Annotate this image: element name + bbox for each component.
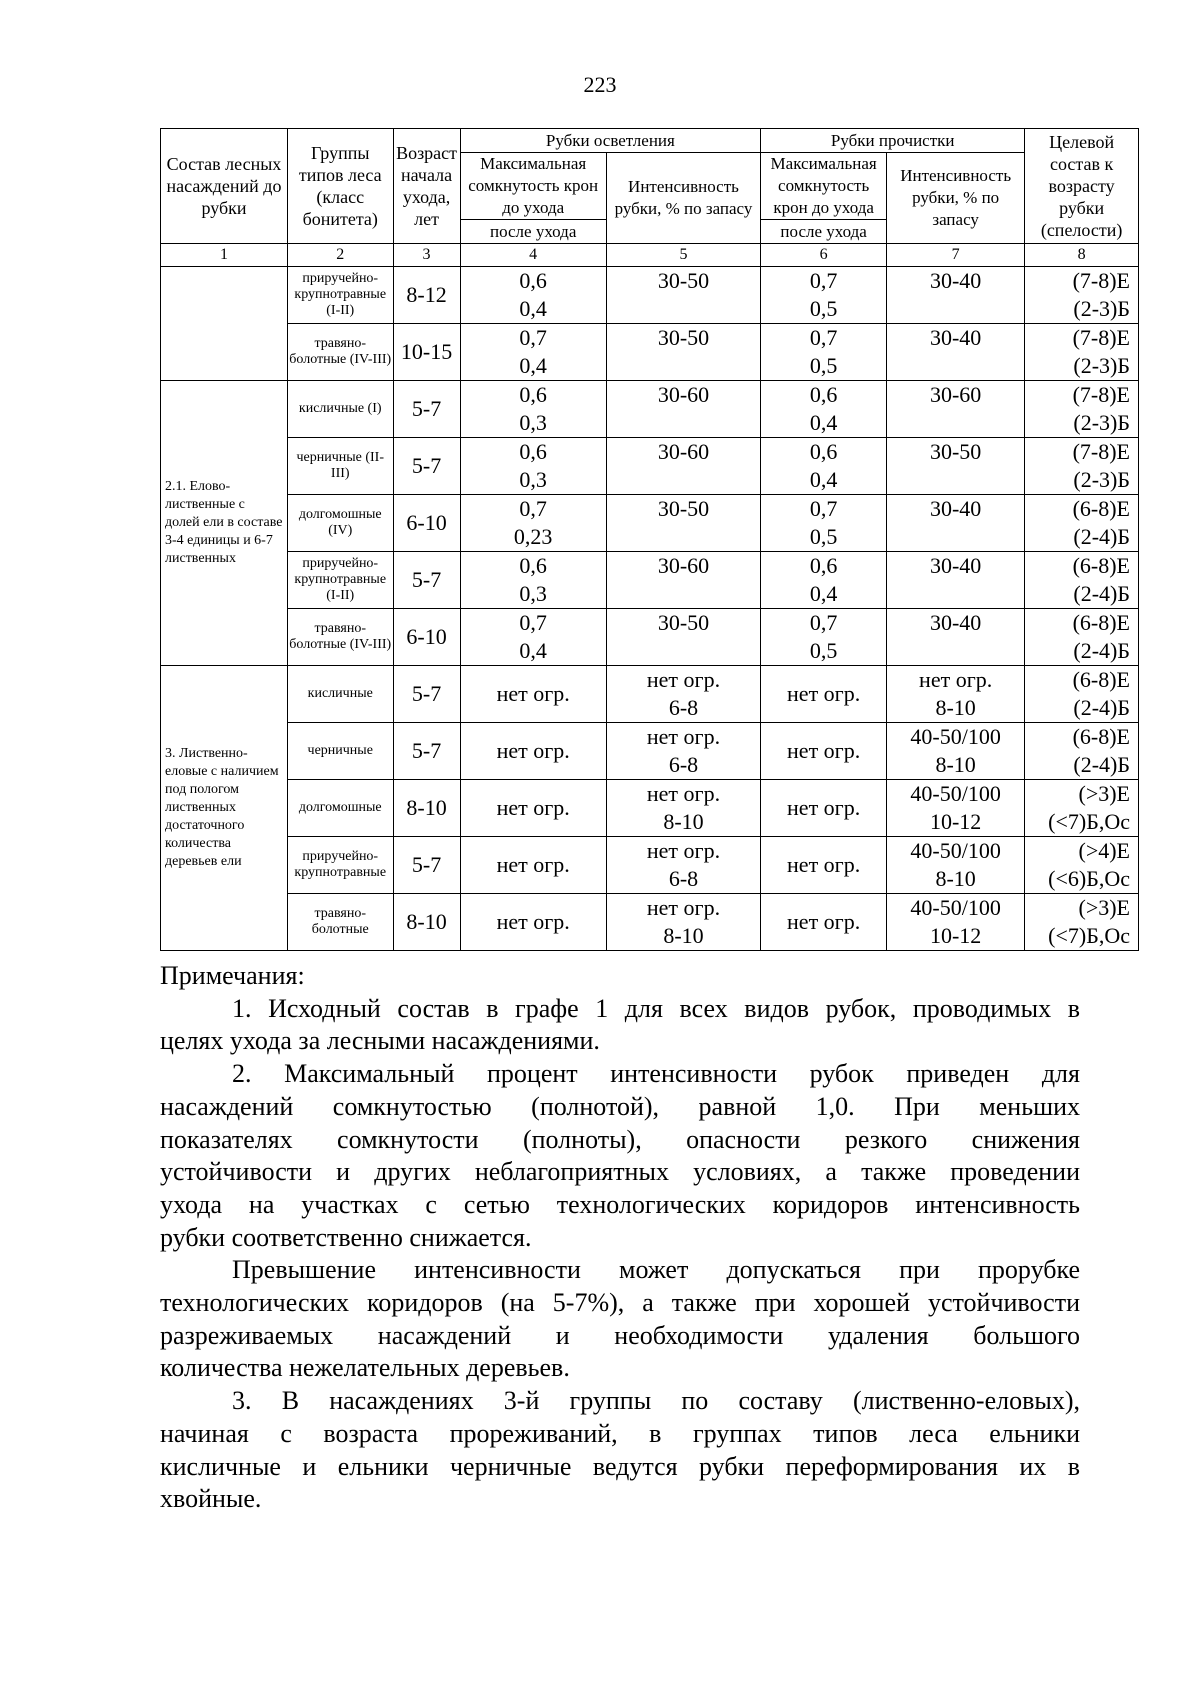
cell-line: 0,4 (809, 467, 838, 492)
cell-line: нет огр. (646, 667, 721, 692)
page-number: 223 (583, 72, 617, 97)
cell-line: (6-8)Е (1072, 724, 1130, 749)
note-line: кисличные и ельники черничные ведутся рубки переформирования их в (160, 1451, 1080, 1481)
header-lightening: Рубки осветления (460, 129, 761, 153)
table-row (161, 723, 1139, 780)
start-age: 6-10 (393, 609, 460, 666)
cell-line: 30-40 (929, 610, 982, 635)
closeness-cleaning (761, 894, 887, 951)
intensity-cleaning (887, 837, 1025, 894)
cell-line: (2-3)Б (1073, 467, 1130, 492)
cell-line: (<7)Б,Ос (1048, 809, 1130, 834)
note-line: ухода на участках с сетью технологических коридоров интенсивность (160, 1189, 1080, 1219)
cell-line: 0,7 (519, 496, 547, 521)
cell-line: 0,5 (809, 353, 838, 378)
cell-line: (6-8)Е (1072, 610, 1130, 635)
cell-line: (6-8)Е (1072, 553, 1130, 578)
closeness-cleaning (761, 666, 887, 723)
column-number: 1 (161, 244, 288, 267)
cell-line: (>3)Е (1078, 895, 1130, 920)
intensity-lightening (606, 837, 760, 894)
intensity-cleaning (887, 324, 1025, 381)
column-number: 5 (606, 244, 760, 267)
cell-line: 0,6 (519, 553, 547, 578)
note-line: 2. Максимальный процент интенсивности рубок приведен для (232, 1059, 1080, 1089)
cell-line: 0,5 (809, 638, 838, 663)
cell-line: 0,7 (809, 268, 838, 293)
intensity-cleaning (887, 495, 1025, 552)
cell-line: (7-8)Е (1072, 439, 1130, 464)
header-start-age: Возраст начала ухода, лет (393, 129, 460, 244)
note-paragraph-4 (160, 1385, 1080, 1516)
cell-line: 40-50/100 (910, 724, 1001, 749)
intensity-cleaning (887, 552, 1025, 609)
table-row (161, 666, 1139, 723)
closeness-lightening (460, 267, 606, 324)
intensity-lightening (606, 324, 760, 381)
closeness-cleaning (761, 324, 887, 381)
intensity-lightening (606, 780, 760, 837)
note-line: разреживаемых насаждений и необходимости удаления большого (160, 1320, 1080, 1350)
header-forest-groups: Группы типов леса (класс бонитета) (287, 129, 393, 244)
forest-type: приручейно-крупнотравные (287, 837, 393, 894)
start-age: 5-7 (393, 552, 460, 609)
cell-line: 6-8 (668, 866, 699, 891)
cell-line: 0,7 (519, 325, 547, 350)
closeness-lightening (460, 438, 606, 495)
cell-line: 30-60 (657, 553, 710, 578)
table-row (161, 267, 1139, 324)
cell-line: 30-50 (657, 325, 710, 350)
cell-line: 40-50/100 (910, 895, 1001, 920)
cell-line: 30-50 (929, 439, 982, 464)
column-number: 3 (393, 244, 460, 267)
cell-line: 0,3 (519, 410, 547, 435)
cell-line: 10-12 (929, 809, 982, 834)
header-target: Целевой состав к возрасту рубки (спелости) (1025, 129, 1139, 244)
cell-line: 0,4 (809, 581, 838, 606)
start-age: 5-7 (393, 723, 460, 780)
cell-line: 30-60 (929, 382, 982, 407)
start-age: 5-7 (393, 381, 460, 438)
closeness-cleaning (761, 609, 887, 666)
cell-line: нет огр. (496, 909, 570, 934)
intensity-lightening (606, 438, 760, 495)
table-row (161, 837, 1139, 894)
cell-line: нет огр. (787, 681, 861, 706)
cell-line: 40-50/100 (910, 781, 1001, 806)
cell-line: 0,7 (519, 610, 547, 635)
cell-line: 0,6 (519, 439, 547, 464)
cell-line: (<7)Б,Ос (1048, 923, 1130, 948)
cell-line: нет огр. (496, 681, 570, 706)
target-composition (1025, 723, 1139, 780)
cell-line: 0,4 (519, 638, 547, 663)
cell-line: (7-8)Е (1072, 268, 1130, 293)
cell-line: 30-40 (929, 325, 982, 350)
table-row (161, 438, 1139, 495)
start-age: 8-12 (393, 267, 460, 324)
cell-line: нет огр. (496, 795, 570, 820)
note-paragraph-1 (160, 993, 1080, 1058)
cell-line: (2-3)Б (1073, 410, 1130, 435)
start-age: 6-10 (393, 495, 460, 552)
cell-line: (2-4)Б (1073, 524, 1130, 549)
forest-type: кисличные (287, 666, 393, 723)
cell-line: 10-12 (929, 923, 982, 948)
cell-line: 0,6 (519, 382, 547, 407)
note-line: 1. Исходный состав в графе 1 для всех видов рубок, проводимых в (232, 993, 1080, 1023)
target-composition (1025, 666, 1139, 723)
column-number: 2 (287, 244, 393, 267)
target-composition (1025, 552, 1139, 609)
cell-line: 30-60 (657, 439, 710, 464)
intensity-lightening (606, 723, 760, 780)
cell-line: нет огр. (496, 852, 570, 877)
forest-type: черничные (II-III) (287, 438, 393, 495)
note-line: технологических коридоров (на 5-7%), а также при хорошей устойчивости (160, 1288, 1080, 1318)
cell-line: (2-4)Б (1073, 695, 1130, 720)
cell-line: 6-8 (668, 752, 699, 777)
target-composition (1025, 495, 1139, 552)
target-composition (1025, 894, 1139, 951)
forest-care-table (160, 128, 1139, 951)
notes-heading: Примечания: (160, 961, 305, 990)
intensity-lightening (606, 666, 760, 723)
closeness-cleaning (761, 381, 887, 438)
start-age: 5-7 (393, 837, 460, 894)
header-cleaning: Рубки прочистки (761, 129, 1025, 153)
note-paragraph-3 (160, 1254, 1080, 1385)
table-row (161, 609, 1139, 666)
forest-type: кисличные (I) (287, 381, 393, 438)
cell-line: 30-60 (657, 382, 710, 407)
header-after-care-1: после ухода (460, 220, 606, 244)
cell-line: 0,5 (809, 524, 838, 549)
group-label (161, 267, 288, 381)
forest-type: приручейно-крупнотравные (I-II) (287, 267, 393, 324)
target-composition (1025, 381, 1139, 438)
closeness-cleaning (761, 837, 887, 894)
closeness-cleaning (761, 495, 887, 552)
note-line: начиная с возраста прореживаний, в группах типов леса ельники (160, 1418, 1080, 1448)
cell-line: (2-4)Б (1073, 581, 1130, 606)
cell-line: 0,6 (809, 553, 838, 578)
cell-line: нет огр. (646, 895, 721, 920)
note-line: устойчивости и других неблагоприятных условиях, а также проведении (160, 1157, 1080, 1187)
start-age: 8-10 (393, 780, 460, 837)
table-row (161, 495, 1139, 552)
cell-line: (6-8)Е (1072, 667, 1130, 692)
target-composition (1025, 837, 1139, 894)
forest-type: черничные (287, 723, 393, 780)
header-intensity-1: Интенсивность рубки, % по запасу (606, 153, 760, 244)
group-label: 3. Лиственно-еловые с наличием под пологом лиственных достаточного количества деревьев ели (161, 666, 288, 951)
table-row (161, 894, 1139, 951)
intensity-lightening (606, 894, 760, 951)
closeness-cleaning (761, 267, 887, 324)
table-body (161, 267, 1139, 951)
cell-line: 30-40 (929, 268, 982, 293)
cell-line: 0,6 (519, 268, 547, 293)
forest-type: приручейно-крупнотравные (I-II) (287, 552, 393, 609)
column-number: 7 (887, 244, 1025, 267)
target-composition (1025, 438, 1139, 495)
note-line: показателях сомкнутости (полноты), опасности резкого снижения (160, 1124, 1080, 1154)
cell-line: 0,4 (519, 296, 547, 321)
cell-line: 30-40 (929, 496, 982, 521)
forest-type: травяно-болотные (IV-III) (287, 324, 393, 381)
intensity-cleaning (887, 723, 1025, 780)
table-row (161, 324, 1139, 381)
notes-section (160, 960, 1080, 1516)
target-composition (1025, 267, 1139, 324)
header-max-closeness-1: Максимальная сомкнутость крон до ухода (460, 153, 606, 220)
cell-line: 0,7 (809, 610, 838, 635)
header-composition: Состав лесных насаждений до рубки (161, 129, 288, 244)
cell-line: нет огр. (919, 667, 993, 692)
start-age: 10-15 (393, 324, 460, 381)
target-composition (1025, 780, 1139, 837)
closeness-lightening (460, 666, 606, 723)
closeness-lightening (460, 609, 606, 666)
intensity-lightening (606, 552, 760, 609)
note-paragraph-2 (160, 1058, 1080, 1254)
intensity-cleaning (887, 666, 1025, 723)
cell-line: 0,3 (519, 467, 547, 492)
column-number: 6 (761, 244, 887, 267)
table-header (161, 129, 1139, 267)
closeness-cleaning (761, 780, 887, 837)
note-line: рубки соответственно снижается. (160, 1222, 532, 1252)
cell-line: (7-8)Е (1072, 325, 1130, 350)
start-age: 8-10 (393, 894, 460, 951)
closeness-lightening (460, 837, 606, 894)
cell-line: 8-10 (663, 809, 704, 834)
cell-line: (6-8)Е (1072, 496, 1130, 521)
start-age: 5-7 (393, 438, 460, 495)
intensity-cleaning (887, 894, 1025, 951)
intensity-cleaning (887, 780, 1025, 837)
intensity-cleaning (887, 267, 1025, 324)
closeness-lightening (460, 780, 606, 837)
cell-line: 8-10 (935, 866, 976, 891)
header-intensity-2: Интенсивность рубки, % по запасу (887, 153, 1025, 244)
cell-line: 0,4 (519, 353, 547, 378)
cell-line: (<6)Б,Ос (1048, 866, 1130, 891)
column-number: 8 (1025, 244, 1139, 267)
forest-type: долгомошные (IV) (287, 495, 393, 552)
cell-line: нет огр. (787, 852, 861, 877)
cell-line: 0,3 (519, 581, 547, 606)
forest-type: травяно-болотные (IV-III) (287, 609, 393, 666)
closeness-lightening (460, 324, 606, 381)
cell-line: 0,6 (809, 439, 838, 464)
cell-line: (7-8)Е (1072, 382, 1130, 407)
cell-line: 8-10 (935, 695, 976, 720)
column-number: 4 (460, 244, 606, 267)
note-line: целях ухода за лесными насаждениями. (160, 1026, 600, 1056)
cell-line: 30-40 (929, 553, 982, 578)
cell-line: 30-50 (657, 610, 710, 635)
note-line: хвойные. (160, 1484, 262, 1514)
cell-line: (2-4)Б (1073, 638, 1130, 663)
target-composition (1025, 609, 1139, 666)
target-composition (1025, 324, 1139, 381)
closeness-lightening (460, 894, 606, 951)
intensity-cleaning (887, 438, 1025, 495)
closeness-cleaning (761, 552, 887, 609)
closeness-cleaning (761, 438, 887, 495)
cell-line: нет огр. (646, 781, 721, 806)
intensity-lightening (606, 381, 760, 438)
cell-line: 0,23 (513, 524, 553, 549)
cell-line: 8-10 (663, 923, 704, 948)
closeness-lightening (460, 552, 606, 609)
note-line: Превышение интенсивности может допускаться при прорубке (232, 1255, 1080, 1285)
table-row (161, 552, 1139, 609)
header-max-closeness-2: Максимальная сомкнутость крон до ухода (761, 153, 887, 220)
intensity-cleaning (887, 381, 1025, 438)
cell-line: 0,7 (809, 325, 838, 350)
closeness-lightening (460, 495, 606, 552)
forest-type: травяно-болотные (287, 894, 393, 951)
intensity-cleaning (887, 609, 1025, 666)
intensity-lightening (606, 267, 760, 324)
group-label: 2.1. Елово-лиственные с долей ели в составе 3-4 единицы и 6-7 лиственных (161, 381, 288, 666)
note-line: насаждений сомкнутостью (полнотой), равной 1,0. При меньших (160, 1091, 1080, 1121)
cell-line: 40-50/100 (910, 838, 1001, 863)
cell-line: 0,6 (809, 382, 838, 407)
cell-line: 0,5 (809, 296, 838, 321)
closeness-lightening (460, 381, 606, 438)
intensity-lightening (606, 609, 760, 666)
cell-line: 30-50 (657, 496, 710, 521)
cell-line: нет огр. (646, 838, 721, 863)
closeness-cleaning (761, 723, 887, 780)
cell-line: 0,7 (809, 496, 838, 521)
cell-line: нет огр. (787, 909, 861, 934)
forest-type: долгомошные (287, 780, 393, 837)
cell-line: 30-50 (657, 268, 710, 293)
cell-line: 8-10 (935, 752, 976, 777)
cell-line: (>4)Е (1078, 838, 1130, 863)
closeness-lightening (460, 723, 606, 780)
cell-line: 6-8 (668, 695, 699, 720)
intensity-lightening (606, 495, 760, 552)
cell-line: (2-3)Б (1073, 296, 1130, 321)
start-age: 5-7 (393, 666, 460, 723)
note-line: количества нежелательных деревьев. (160, 1353, 570, 1383)
cell-line: (>3)Е (1078, 781, 1130, 806)
cell-line: (2-4)Б (1073, 752, 1130, 777)
header-after-care-2: после ухода (761, 220, 887, 244)
cell-line: (2-3)Б (1073, 353, 1130, 378)
note-line: 3. В насаждениях 3-й группы по составу (лиственно-еловых), (232, 1386, 1080, 1416)
cell-line: 0,4 (809, 410, 838, 435)
table-row (161, 780, 1139, 837)
cell-line: нет огр. (496, 738, 570, 763)
cell-line: нет огр. (646, 724, 721, 749)
table-row (161, 381, 1139, 438)
cell-line: нет огр. (787, 738, 861, 763)
cell-line: нет огр. (787, 795, 861, 820)
